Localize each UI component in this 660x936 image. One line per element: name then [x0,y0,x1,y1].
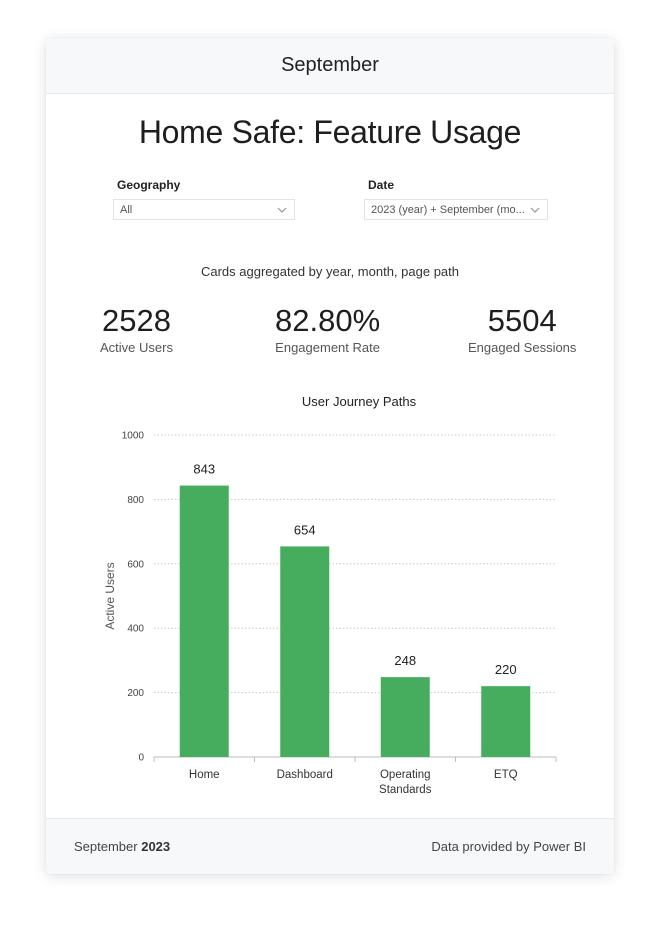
footer-source: Data provided by Power BI [431,839,586,854]
bar [381,677,430,757]
card-footer [46,818,614,874]
footer-year: 2023 [141,839,171,854]
x-tick-label: ETQ [493,769,518,781]
x-tick-label: Operating [379,769,431,781]
x-tick-label: Standards [379,784,432,796]
report-card [46,38,614,874]
bar [180,486,229,757]
y-tick-label: 1000 [121,430,144,442]
kpi-value: 82.80% [275,303,381,338]
chart-title: User Journey Paths [301,394,417,409]
y-tick-label: 200 [127,688,144,700]
kpi-label: Engaged Sessions [468,340,577,356]
y-axis-label: Active Users [103,562,117,630]
y-tick-label: 800 [127,494,144,506]
date-select-value: 2023 (year) + September (mo... [371,203,525,216]
data-label: 654 [293,522,316,538]
chevron-down-icon [529,204,541,216]
kpi-label: Active Users [100,340,173,356]
page-title: Home Safe: Feature Usage [138,114,522,150]
bar [280,546,329,757]
kpi-value: 2528 [102,303,171,338]
geography-filter [113,178,295,220]
geography-filter-label: Geography [117,178,181,192]
kpi-engaged-sessions [468,304,576,355]
date-filter-label: Date [368,178,395,192]
bar [481,686,530,757]
date-filter [364,178,548,220]
y-tick-label: 0 [138,752,144,764]
footer-month: September [74,839,138,854]
geography-select-value: All [120,203,133,216]
data-label: 843 [193,461,216,477]
chevron-down-icon [276,204,288,216]
x-tick-label: Dashboard [276,769,333,781]
y-tick-label: 600 [127,559,144,571]
data-label: 248 [394,653,417,669]
data-label: 220 [494,662,517,678]
kpi-active-users [100,304,173,355]
date-select[interactable] [364,199,548,220]
x-tick-label: Home [188,769,220,781]
kpi-engagement-rate [275,304,380,355]
kpi-value: 5504 [487,303,557,338]
geography-select[interactable] [113,199,295,220]
header-title: September [281,54,379,76]
kpi-label: Engagement Rate [275,340,380,356]
card-header [46,38,614,94]
footer-date [74,839,170,854]
cards-caption: Cards aggregated by year, month, page path [200,264,459,279]
user-journey-chart [46,386,614,806]
y-tick-label: 400 [127,623,144,635]
